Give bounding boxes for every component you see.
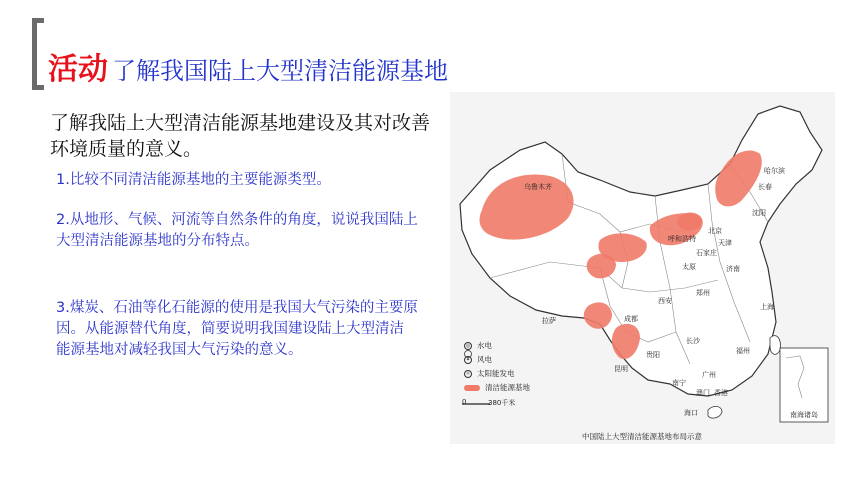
title-bracket [32, 18, 44, 90]
city-shanghai: 上海 [760, 303, 774, 311]
city-tianjin: 天津 [718, 239, 732, 247]
legend-solar [464, 368, 515, 379]
legend-wind [464, 354, 492, 365]
legend-clean-base [464, 382, 530, 393]
city-changchun: 长春 [758, 183, 772, 191]
hydro-icon: ◎ [465, 342, 471, 349]
legend-hydro-label: 水电 [477, 341, 492, 350]
page-title [48, 44, 448, 87]
city-chengdu: 成都 [624, 315, 638, 323]
city-haikou: 海口 [684, 409, 698, 417]
city-beijing: 北京 [708, 227, 722, 235]
city-xian: 西安 [658, 297, 672, 305]
wind-icon: ✦ [465, 356, 471, 363]
city-harbin: 哈尔滨 [764, 167, 785, 175]
city-lhasa: 拉萨 [542, 317, 556, 325]
city-fuzhou: 福州 [736, 347, 750, 355]
legend-wind-label: 风电 [477, 355, 492, 364]
task-item-3: 3.煤炭、石油等化石能源的使用是我国大气污染的主要原因。从能源替代角度，简要说明我国建设陆上大型清洁能源基地对减轻我国大气污染的意义。 [56, 300, 418, 358]
legend-hydro [464, 340, 492, 351]
scale-label: 380千米 [488, 399, 516, 407]
city-changsha: 长沙 [686, 337, 700, 345]
city-hongkong: 香港 [714, 389, 728, 397]
city-nanning: 南宁 [672, 379, 686, 387]
city-kunming: 昆明 [614, 365, 628, 373]
city-hohhot: 呼和浩特 [668, 235, 696, 243]
clean-energy-base-area [464, 385, 480, 391]
scale-zero: 0 [462, 398, 467, 406]
legend-clean-base-label: 清洁能源基地 [485, 383, 530, 392]
title-text: 了解我国陆上大型清洁能源基地 [112, 57, 448, 85]
city-urumqi: 乌鲁木齐 [524, 183, 552, 191]
city-shijiazhuang: 石家庄 [696, 249, 717, 257]
intro-text: 了解我陆上大型清洁能源基地建设及其对改善环境质量的意义。 [50, 112, 431, 160]
legend-solar-label: 太阳能发电 [477, 369, 515, 378]
city-shenyang: 沈阳 [752, 209, 766, 217]
task-item-2: 2.从地形、气候、河流等自然条件的角度，说说我国陆上大型清洁能源基地的分布特点。 [56, 212, 418, 249]
solar-icon: ☼ [465, 370, 471, 377]
china-clean-energy-map [450, 92, 835, 444]
city-zhengzhou: 郑州 [696, 289, 710, 297]
city-jinan: 济南 [726, 265, 740, 273]
city-taiyuan: 太原 [682, 263, 696, 271]
city-guangzhou: 广州 [702, 371, 716, 379]
city-guiyang: 贵阳 [646, 351, 660, 359]
task-item-1: 1.比较不同清洁能源基地的主要能源类型。 [56, 172, 331, 188]
city-macau: 澳门 [696, 389, 710, 397]
title-activity-label: 活动 [48, 52, 108, 87]
map-caption: 中国陆上大型清洁能源基地布局示意 [582, 432, 702, 441]
south-china-sea-label: 南海诸岛 [790, 411, 818, 419]
